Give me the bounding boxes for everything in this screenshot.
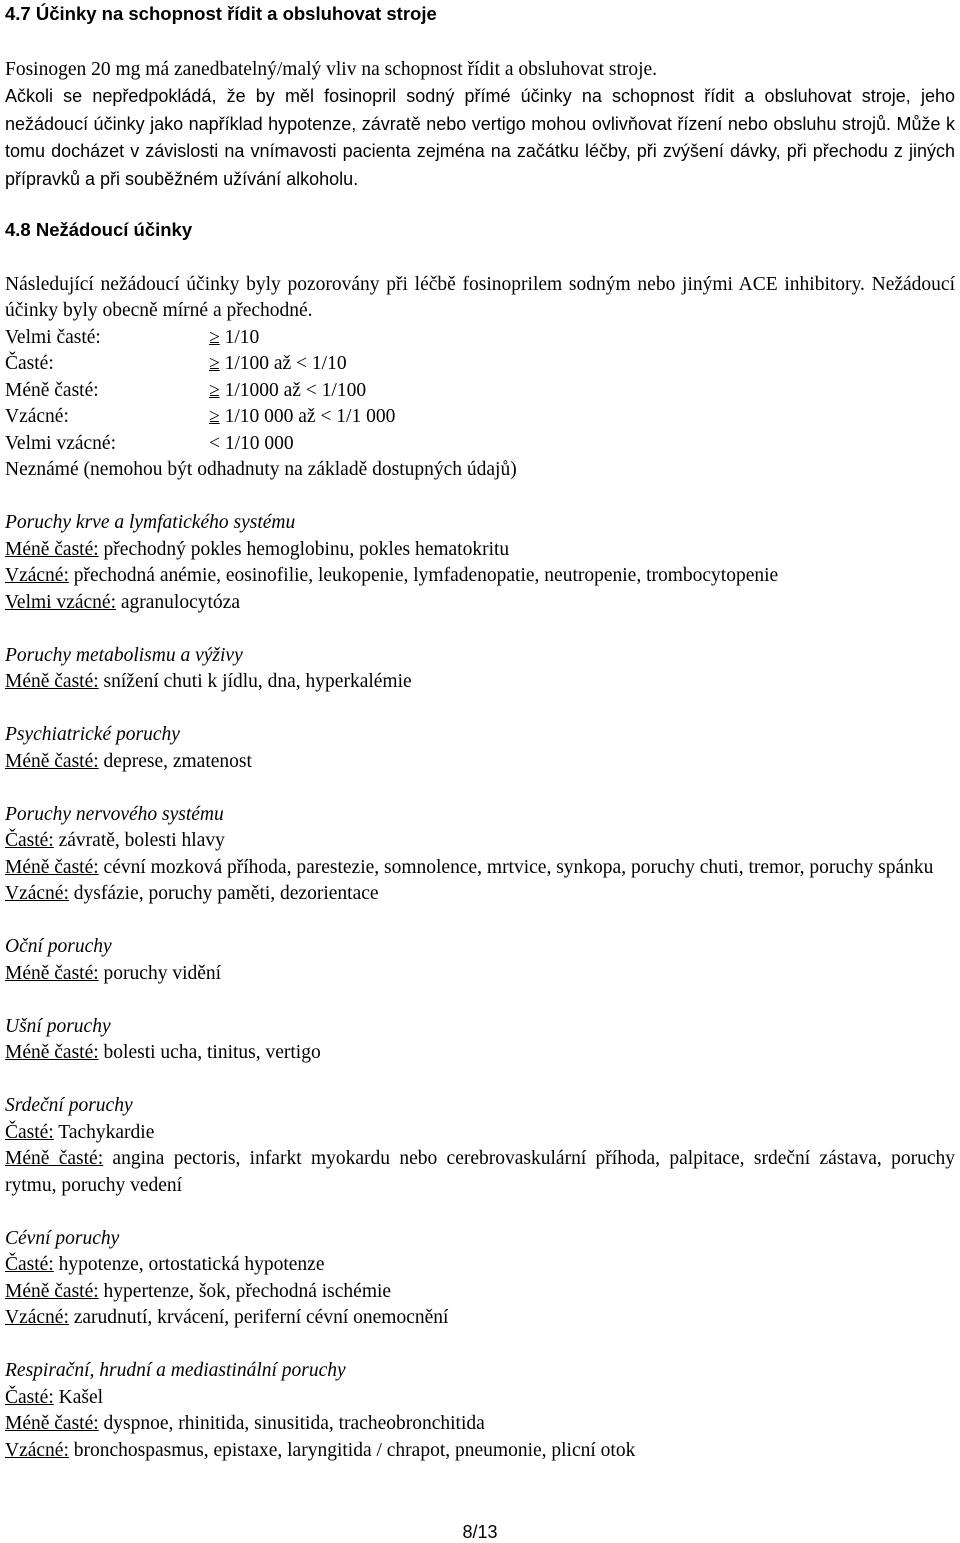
category-title: Srdeční poruchy [5, 1095, 133, 1116]
section-4-8-intro: Následující nežádoucí účinky byly pozorovány při léčbě fosinoprilem sodným nebo jinými ACE inhibitory. Nežádoucí účinky byly obecně mírné a přechodné. [5, 273, 955, 321]
category-row [5, 881, 955, 908]
category-row [5, 1385, 955, 1412]
frequency-row [5, 431, 955, 458]
category-effects: bolesti ucha, tinitus, vertigo [98, 1042, 321, 1063]
category-frequency-label: Méně časté: [5, 750, 99, 772]
category-row [5, 749, 955, 776]
frequency-symbol: ≥ [209, 379, 220, 401]
spacer [5, 484, 955, 511]
frequency-range: 1/1000 až < 1/100 [219, 379, 367, 401]
category-row [5, 537, 955, 564]
category-row [5, 961, 955, 988]
frequency-range: 1/100 až < 1/10 [219, 353, 347, 374]
section-4-7-heading: 4.7 Účinky na schopnost řídit a obsluhovat stroje [5, 3, 437, 24]
category-frequency-label: Méně časté: [5, 538, 99, 560]
category-frequency-label: Časté: [5, 1121, 54, 1143]
category-title: Cévní poruchy [5, 1227, 120, 1249]
category-row [5, 1279, 955, 1306]
section-4-8-heading: 4.8 Nežádoucí účinky [5, 219, 193, 240]
category-row [5, 590, 955, 617]
category-frequency-label: Časté: [5, 1386, 54, 1408]
category-effects: cévní mozková příhoda, parestezie, somnolence, mrtvice, synkopa, poruchy chuti, tremor, poruchy spánku [98, 856, 934, 878]
frequency-label: Velmi vzácné: [5, 432, 116, 454]
spacer [5, 1332, 955, 1359]
category-frequency-label: Časté: [5, 830, 54, 851]
frequency-unknown: Neznámé (nemohou být odhadnuty na základě dostupných údajů) [5, 459, 517, 480]
category-row [5, 1305, 955, 1332]
frequency-symbol: ≥ [209, 353, 220, 374]
category-title: Poruchy metabolismu a výživy [5, 644, 243, 666]
category-frequency-label: Velmi vzácné: [5, 591, 116, 613]
frequency-table [5, 325, 955, 458]
category-row [5, 563, 955, 590]
category-effects: hypotenze, ortostatická hypotenze [53, 1254, 325, 1275]
frequency-label: Velmi časté: [5, 326, 101, 348]
category-row [5, 1040, 955, 1067]
frequency-value [209, 404, 395, 431]
category-effects: zarudnutí, krvácení, periferní cévní onemocnění [68, 1307, 449, 1328]
category-title: Oční poruchy [5, 936, 112, 957]
spacer [5, 775, 955, 802]
frequency-value [209, 378, 366, 405]
adverse-effect-categories [5, 484, 955, 1465]
frequency-range: 1/10 000 až < 1/1 000 [219, 406, 396, 427]
category-title: Poruchy nervového systému [5, 803, 224, 825]
frequency-label: Časté: [5, 353, 54, 374]
spacer [5, 696, 955, 723]
frequency-row [5, 325, 955, 352]
section-4-7-para-b: . Může k tomu docházet v závislosti na vnímavosti pacienta zejména na začátku léčby, při zvýšení dávky, při přechodu z jiných přípravků a při souběžném užívání alkoholu. [5, 113, 955, 189]
category-frequency-label: Méně časté: [5, 1042, 99, 1063]
category-effects: angina pectoris, infarkt myokardu nebo cerebrovaskulární příhoda, palpitace, srdeční zástava, poruchy rytmu, poruchy vedení [5, 1148, 955, 1196]
category-effects: dyspnoe, rhinitida, sinusitida, tracheobronchitida [98, 1413, 485, 1434]
page-number: 8/13 [462, 1522, 498, 1542]
section-4-7-paragraph [5, 83, 955, 193]
frequency-label: Méně časté: [5, 379, 99, 401]
section-4-7-para-a: Ačkoli se nepředpokládá, že by měl fosinopril sodný přímé účinky na schopnost řídit a obsluhovat stroje, jeho nežádoucí účinky jako například hypotenze, závratě nebo vertigo mohou ovlivňovat řízení nebo obsluhu strojů [5, 86, 955, 134]
category-frequency-label: Vzácné: [5, 883, 69, 904]
category-effects: poruchy vidění [98, 962, 222, 984]
spacer [5, 1067, 955, 1094]
category-frequency-label: Vzácné: [5, 1307, 69, 1328]
category-effects: deprese, zmatenost [98, 750, 252, 772]
category-frequency-label: Časté: [5, 1254, 54, 1275]
spacer [5, 908, 955, 935]
category-frequency-label: Méně časté: [5, 671, 99, 692]
category-effects: přechodný pokles hemoglobinu, pokles hematokritu [98, 538, 510, 560]
category-row [5, 1438, 955, 1465]
category-row [5, 669, 955, 696]
category-frequency-label: Méně časté: [5, 962, 99, 984]
category-row [5, 1411, 955, 1438]
spacer [5, 616, 955, 643]
category-title: Poruchy krve a lymfatického systému [5, 512, 296, 533]
category-row [5, 828, 955, 855]
category-frequency-label: Méně časté: [5, 1148, 104, 1169]
category-frequency-label: Vzácné: [5, 1439, 69, 1461]
category-effects: závratě, bolesti hlavy [53, 830, 225, 851]
frequency-row [5, 404, 955, 431]
document-page [5, 0, 955, 1464]
category-frequency-label: Méně časté: [5, 856, 99, 878]
frequency-label: Vzácné: [5, 406, 69, 427]
category-row [5, 855, 955, 882]
category-row [5, 1252, 955, 1279]
category-effects: Tachykardie [53, 1121, 155, 1143]
spacer [5, 1199, 955, 1226]
category-effects: hypertenze, šok, přechodná ischémie [98, 1280, 392, 1302]
frequency-row [5, 351, 955, 378]
frequency-symbol: ≥ [209, 326, 220, 348]
frequency-value [209, 325, 259, 352]
category-frequency-label: Vzácné: [5, 565, 69, 586]
category-row [5, 1146, 955, 1199]
frequency-symbol: ≥ [209, 406, 220, 427]
category-row [5, 1120, 955, 1147]
category-frequency-label: Méně časté: [5, 1280, 99, 1302]
frequency-row [5, 378, 955, 405]
category-effects: agranulocytóza [116, 591, 240, 613]
frequency-value [209, 431, 294, 458]
category-effects: bronchospasmus, epistaxe, laryngitida / chrapot, pneumonie, plicní otok [68, 1439, 636, 1461]
category-frequency-label: Méně časté: [5, 1413, 99, 1434]
frequency-range: < 1/10 000 [209, 432, 294, 454]
category-title: Psychiatrické poruchy [5, 724, 180, 745]
category-effects: Kašel [53, 1386, 104, 1408]
frequency-value [209, 351, 347, 378]
category-effects: snížení chuti k jídlu, dna, hyperkalémie [98, 671, 412, 692]
frequency-range: 1/10 [219, 326, 260, 348]
spacer [5, 987, 955, 1014]
category-effects: dysfázie, poruchy paměti, dezorientace [68, 883, 379, 904]
section-4-7-line1: Fosinogen 20 mg má zanedbatelný/malý vliv na schopnost řídit a obsluhovat stroje. [5, 58, 658, 80]
category-effects: přechodná anémie, eosinofilie, leukopenie, lymfadenopatie, neutropenie, trombocytopenie [68, 565, 779, 586]
category-title: Ušní poruchy [5, 1015, 111, 1037]
category-title: Respirační, hrudní a mediastinální poruchy [5, 1360, 346, 1381]
